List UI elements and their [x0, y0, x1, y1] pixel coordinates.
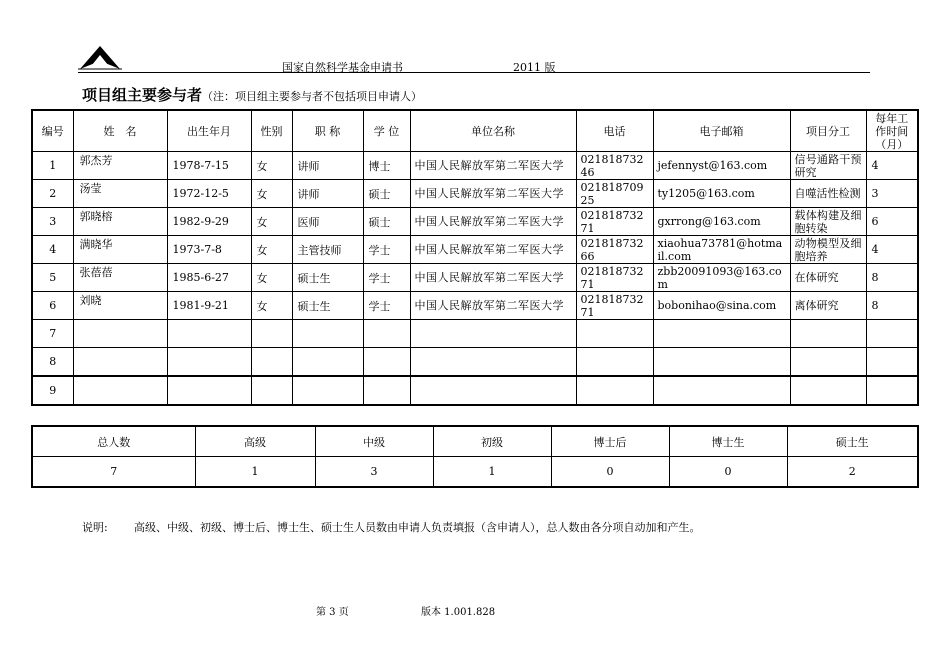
column-header: 学 位: [363, 110, 410, 152]
institution: [410, 320, 576, 348]
gender: [251, 348, 292, 377]
summary-value: 3: [315, 457, 433, 488]
institution: 中国人民解放军第二军医大学: [410, 236, 576, 264]
months-per-year: [866, 348, 918, 377]
project-role: [790, 320, 866, 348]
phone: [576, 348, 653, 377]
column-header: 单位名称: [410, 110, 576, 152]
summary-value: 0: [669, 457, 787, 488]
header-divider: [78, 72, 870, 73]
table-row: [32, 348, 918, 377]
birth-date: 1978-7-15: [167, 152, 251, 180]
section-note: （注：项目组主要参与者不包括项目申请人）: [202, 90, 423, 103]
institution: 中国人民解放军第二军医大学: [410, 180, 576, 208]
row-number: 3: [32, 208, 73, 236]
email: ty1205@163.com: [653, 180, 790, 208]
email: gxrrong@163.com: [653, 208, 790, 236]
summary-value: 1: [195, 457, 315, 488]
row-number: 4: [32, 236, 73, 264]
birth-date: [167, 320, 251, 348]
institution: 中国人民解放军第二军医大学: [410, 208, 576, 236]
job-title: 主管技师: [292, 236, 363, 264]
column-header: 项目分工: [790, 110, 866, 152]
row-number: 2: [32, 180, 73, 208]
document-title: 国家自然科学基金申请书: [282, 61, 403, 74]
degree: [363, 376, 410, 405]
phone: 02181870925: [576, 180, 653, 208]
project-role: 离体研究: [790, 292, 866, 320]
row-number: 8: [32, 348, 73, 377]
job-title: 硕士生: [292, 292, 363, 320]
summary-header: 总人数: [32, 426, 195, 457]
explanation-text: 高级、中级、初级、博士后、博士生、硕士生人员数由申请人负责填报（含申请人），总人数由各分项自动加和产生。: [134, 521, 701, 534]
table-header-row: [32, 110, 918, 152]
email: [653, 376, 790, 405]
job-title: 医师: [292, 208, 363, 236]
gender: 女: [251, 208, 292, 236]
gender: 女: [251, 152, 292, 180]
participant-name: 汤莹: [73, 180, 167, 208]
table-row: [32, 264, 918, 292]
birth-date: 1972-12-5: [167, 180, 251, 208]
birth-date: [167, 376, 251, 405]
summary-header: 高级: [195, 426, 315, 457]
email: [653, 320, 790, 348]
project-role: 在体研究: [790, 264, 866, 292]
phone: 02181873271: [576, 264, 653, 292]
project-role: 载体构建及细胞转染: [790, 208, 866, 236]
explanation-note: [82, 519, 701, 535]
months-per-year: 4: [866, 152, 918, 180]
table-row: [32, 180, 918, 208]
birth-date: 1981-9-21: [167, 292, 251, 320]
job-title: 讲师: [292, 152, 363, 180]
degree: 博士: [363, 152, 410, 180]
participant-name: 刘晓: [73, 292, 167, 320]
email: [653, 348, 790, 377]
participant-name: 郭杰芳: [73, 152, 167, 180]
column-header: 职 称: [292, 110, 363, 152]
birth-date: [167, 348, 251, 377]
table-row: [32, 376, 918, 405]
column-header: 出生年月: [167, 110, 251, 152]
months-per-year: 8: [866, 264, 918, 292]
participants-table: [31, 109, 919, 406]
row-number: 7: [32, 320, 73, 348]
footer-version: 版本 1.001.828: [421, 607, 496, 618]
birth-date: 1985-6-27: [167, 264, 251, 292]
institution: 中国人民解放军第二军医大学: [410, 264, 576, 292]
column-header: 编号: [32, 110, 73, 152]
row-number: 5: [32, 264, 73, 292]
participant-name: [73, 348, 167, 377]
degree: 学士: [363, 264, 410, 292]
participant-name: 郭晓榕: [73, 208, 167, 236]
email: zbb20091093@163.com: [653, 264, 790, 292]
table-row: [32, 320, 918, 348]
section-title: 项目组主要参与者: [82, 86, 203, 104]
gender: 女: [251, 236, 292, 264]
document-version: 2011 版: [513, 61, 556, 74]
job-title: [292, 320, 363, 348]
table-row: [32, 292, 918, 320]
degree: [363, 320, 410, 348]
nsfc-logo-icon: [78, 44, 122, 70]
participant-name: [73, 376, 167, 405]
participant-name: [73, 320, 167, 348]
birth-date: 1982-9-29: [167, 208, 251, 236]
gender: 女: [251, 180, 292, 208]
column-header: 电话: [576, 110, 653, 152]
phone: 02181873271: [576, 208, 653, 236]
job-title: 讲师: [292, 180, 363, 208]
row-number: 6: [32, 292, 73, 320]
institution: [410, 348, 576, 377]
job-title: [292, 348, 363, 377]
months-per-year: 6: [866, 208, 918, 236]
summary-header: 博士生: [669, 426, 787, 457]
summary-header-row: [32, 426, 918, 457]
degree: [363, 348, 410, 377]
project-role: [790, 348, 866, 377]
phone: [576, 320, 653, 348]
personnel-summary-table: [31, 425, 919, 488]
email: bobonihao@sina.com: [653, 292, 790, 320]
institution: [410, 376, 576, 405]
participant-name: 满晓华: [73, 236, 167, 264]
gender: 女: [251, 292, 292, 320]
row-number: 9: [32, 376, 73, 405]
months-per-year: 8: [866, 292, 918, 320]
email: jefennyst@163.com: [653, 152, 790, 180]
explanation-label: 说明:: [82, 521, 108, 534]
months-per-year: 3: [866, 180, 918, 208]
email: xiaohua73781@hotmail.com: [653, 236, 790, 264]
table-row: [32, 152, 918, 180]
phone: 02181873246: [576, 152, 653, 180]
institution: 中国人民解放军第二军医大学: [410, 152, 576, 180]
summary-header: 初级: [433, 426, 551, 457]
degree: 学士: [363, 292, 410, 320]
summary-value: 1: [433, 457, 551, 488]
degree: 硕士: [363, 208, 410, 236]
summary-value: 0: [551, 457, 669, 488]
project-role: [790, 376, 866, 405]
gender: [251, 376, 292, 405]
participant-name: 张蓓蓓: [73, 264, 167, 292]
job-title: 硕士生: [292, 264, 363, 292]
summary-header: 硕士生: [787, 426, 918, 457]
project-role: 信号通路干预研究: [790, 152, 866, 180]
gender: 女: [251, 264, 292, 292]
degree: 学士: [363, 236, 410, 264]
column-header: 电子邮箱: [653, 110, 790, 152]
project-role: 自噬活性检测: [790, 180, 866, 208]
summary-value: 7: [32, 457, 195, 488]
section-heading: [82, 84, 422, 105]
column-header: 姓 名: [73, 110, 167, 152]
phone: 02181873271: [576, 292, 653, 320]
row-number: 1: [32, 152, 73, 180]
gender: [251, 320, 292, 348]
birth-date: 1973-7-8: [167, 236, 251, 264]
column-header: 每年工作时间（月）: [866, 110, 918, 152]
table-row: [32, 236, 918, 264]
project-role: 动物模型及细胞培养: [790, 236, 866, 264]
phone: [576, 376, 653, 405]
months-per-year: [866, 376, 918, 405]
months-per-year: [866, 320, 918, 348]
summary-header: 中级: [315, 426, 433, 457]
column-header: 性别: [251, 110, 292, 152]
summary-value-row: [32, 457, 918, 488]
table-row: [32, 208, 918, 236]
job-title: [292, 376, 363, 405]
phone: 02181873266: [576, 236, 653, 264]
degree: 硕士: [363, 180, 410, 208]
institution: 中国人民解放军第二军医大学: [410, 292, 576, 320]
summary-header: 博士后: [551, 426, 669, 457]
months-per-year: 4: [866, 236, 918, 264]
summary-value: 2: [787, 457, 918, 488]
page-number: 第 3 页: [316, 607, 349, 618]
